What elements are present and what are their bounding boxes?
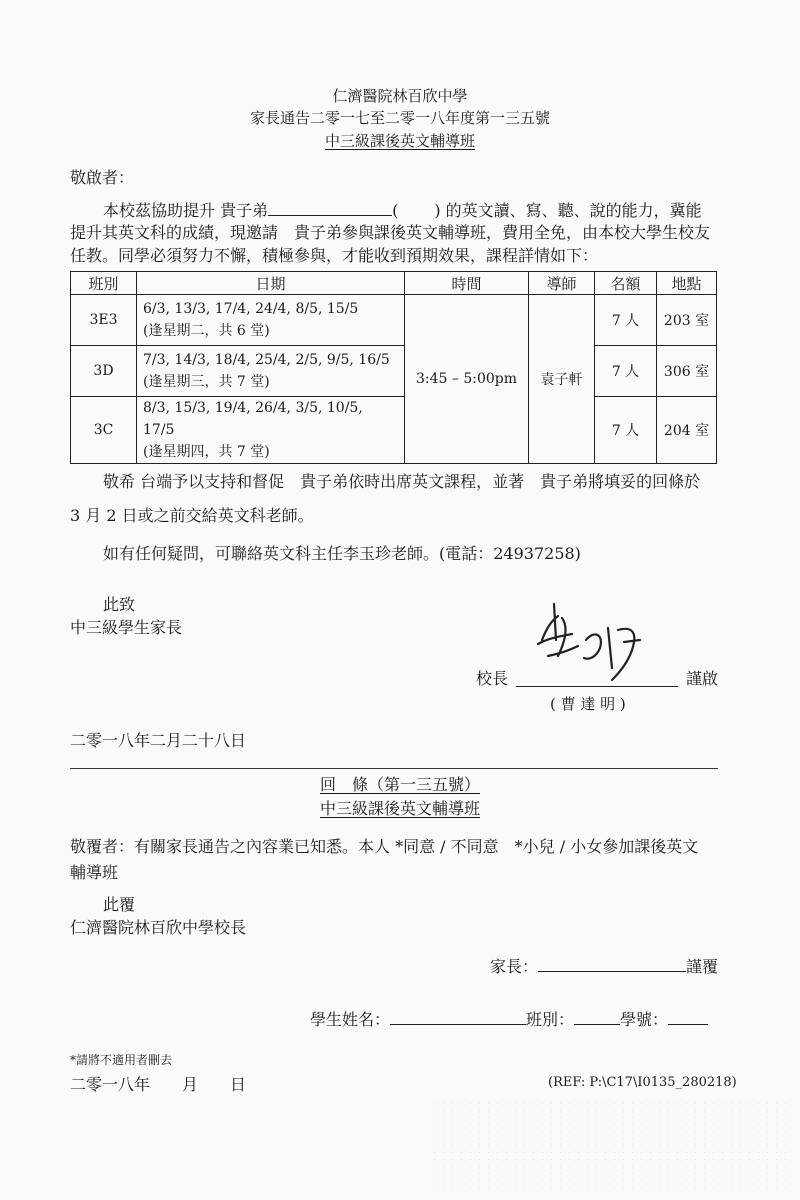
principal-signature (528, 600, 668, 690)
header-time: 時間 (405, 272, 529, 295)
class-label: 班別： (526, 1010, 575, 1029)
cizhi: 此致 (103, 595, 136, 614)
header-quota: 名額 (595, 272, 657, 295)
school-name: 仁濟醫院林百欣中學 (332, 87, 468, 105)
reply-addressee: 仁濟醫院林百欣中學校長 (70, 918, 247, 937)
table-row (71, 397, 717, 464)
parent-label: 家長： (490, 957, 539, 976)
row-class: 3D (71, 346, 137, 397)
parent-signature-field[interactable] (538, 955, 686, 972)
para2-line2: 3 月 2 日或之前交給英文科老師。 (70, 506, 314, 525)
row-dates (137, 346, 405, 397)
table-row (71, 346, 717, 397)
principal-label: 校長 (476, 669, 509, 688)
row-venue: 203 室 (657, 295, 717, 346)
reply-date: 二零一八年 月 日 (70, 1075, 247, 1094)
row-quota: 7 人 (595, 295, 657, 346)
header-tutor: 導師 (529, 272, 595, 295)
row-venue: 204 室 (657, 397, 717, 464)
class-field[interactable] (574, 1008, 620, 1025)
jinqi: 謹啟 (686, 669, 719, 688)
row-date-list: 7/3, 14/3, 18/4, 25/4, 2/5, 9/5, 16/5 (143, 352, 390, 368)
scan-noise (430, 1100, 790, 1190)
para1-line1-b: ( (392, 201, 399, 220)
reply-title-wrap (0, 774, 800, 796)
para2-line1: 敬希 台端予以支持和督促 貴子弟依時出席英文課程，並著 貴子弟將填妥的回條於 (103, 472, 701, 491)
reply-body-line2: 輔導班 (70, 863, 119, 882)
schedule-table (70, 271, 717, 464)
schedule-header-row (71, 272, 717, 295)
cifu: 此覆 (103, 895, 136, 914)
para1-line1-a: 本校茲協助提升 貴子弟 (103, 201, 269, 220)
row-class: 3E3 (71, 295, 137, 346)
table-row (71, 295, 717, 346)
row-quota: 7 人 (595, 397, 657, 464)
salutation: 敬啟者： (70, 168, 135, 187)
row-date-list: 6/3, 13/3, 17/4, 24/4, 8/5, 15/5 (143, 301, 359, 317)
para1-line3: 任教。同學必須努力不懈，積極參與，才能收到預期效果，課程詳情如下： (70, 246, 599, 265)
student-name-field[interactable] (390, 1008, 526, 1025)
row-venue: 306 室 (657, 346, 717, 397)
row-date-note: (逢星期二，共 6 堂) (143, 323, 270, 339)
addressee: 中三級學生家長 (70, 618, 183, 637)
number-label: 學號： (620, 1010, 669, 1029)
row-dates (137, 295, 405, 346)
student-info-row (310, 1008, 708, 1031)
row-dates (137, 397, 405, 464)
reply-subject: 中三級課後英文輔導班 (319, 799, 480, 818)
reference-code: (REF: P:\C17\I0135_280218) (548, 1075, 737, 1090)
para1-line2: 提升其英文科的成績，現邀請 貴子弟參與課後英文輔導班，費用全免，由本校大學生校友 (70, 223, 711, 242)
para1-line1-c: ) 的英文讀、寫、聽、說的能力，冀能 (434, 201, 702, 220)
para3: 如有任何疑問，可聯絡英文科主任李玉珍老師。(電話：24937258) (103, 544, 581, 563)
header-class: 班別 (71, 272, 137, 295)
footnote: *請將不適用者刪去 (70, 1053, 173, 1067)
reply-title: 回 條（第一三五號） (319, 775, 480, 794)
notice-date: 二零一八年二月二十八日 (70, 731, 247, 750)
student-number-field[interactable] (668, 1008, 708, 1025)
signature-line (516, 686, 678, 687)
reply-body-line1: 敬覆者：有關家長通告之內容業已知悉。本人 *同意 / 不同意 *小兒 / 小女參加課後英文 (70, 837, 699, 856)
header-venue: 地點 (657, 272, 717, 295)
reply-subject-wrap (0, 798, 800, 820)
student-name-label: 學生姓名： (310, 1010, 391, 1029)
jinfu: 謹覆 (686, 957, 719, 976)
row-class: 3C (71, 397, 137, 464)
row-date-list: 8/3, 15/3, 19/4, 26/4, 3/5, 10/5, 17/5 (143, 400, 363, 438)
notice-subject-text: 中三級課後英文輔導班 (324, 132, 475, 150)
row-tutor: 袁子軒 (529, 295, 595, 464)
row-date-note: (逢星期四，共 7 堂) (143, 444, 270, 460)
row-date-note: (逢星期三，共 7 堂) (143, 374, 270, 390)
parent-signature-row (490, 955, 718, 978)
tear-line (70, 768, 718, 769)
header-dates: 日期 (137, 272, 405, 295)
principal-name: ( 曹 達 明 ) (550, 695, 626, 713)
row-quota: 7 人 (595, 346, 657, 397)
notice-number: 家長通告二零一七至二零一八年度第一三五號 (249, 109, 550, 127)
notice-subject (0, 131, 800, 151)
para1-line1 (103, 199, 702, 222)
row-time: 3:45 – 5:00pm (405, 295, 529, 464)
student-name-blank (268, 199, 392, 216)
